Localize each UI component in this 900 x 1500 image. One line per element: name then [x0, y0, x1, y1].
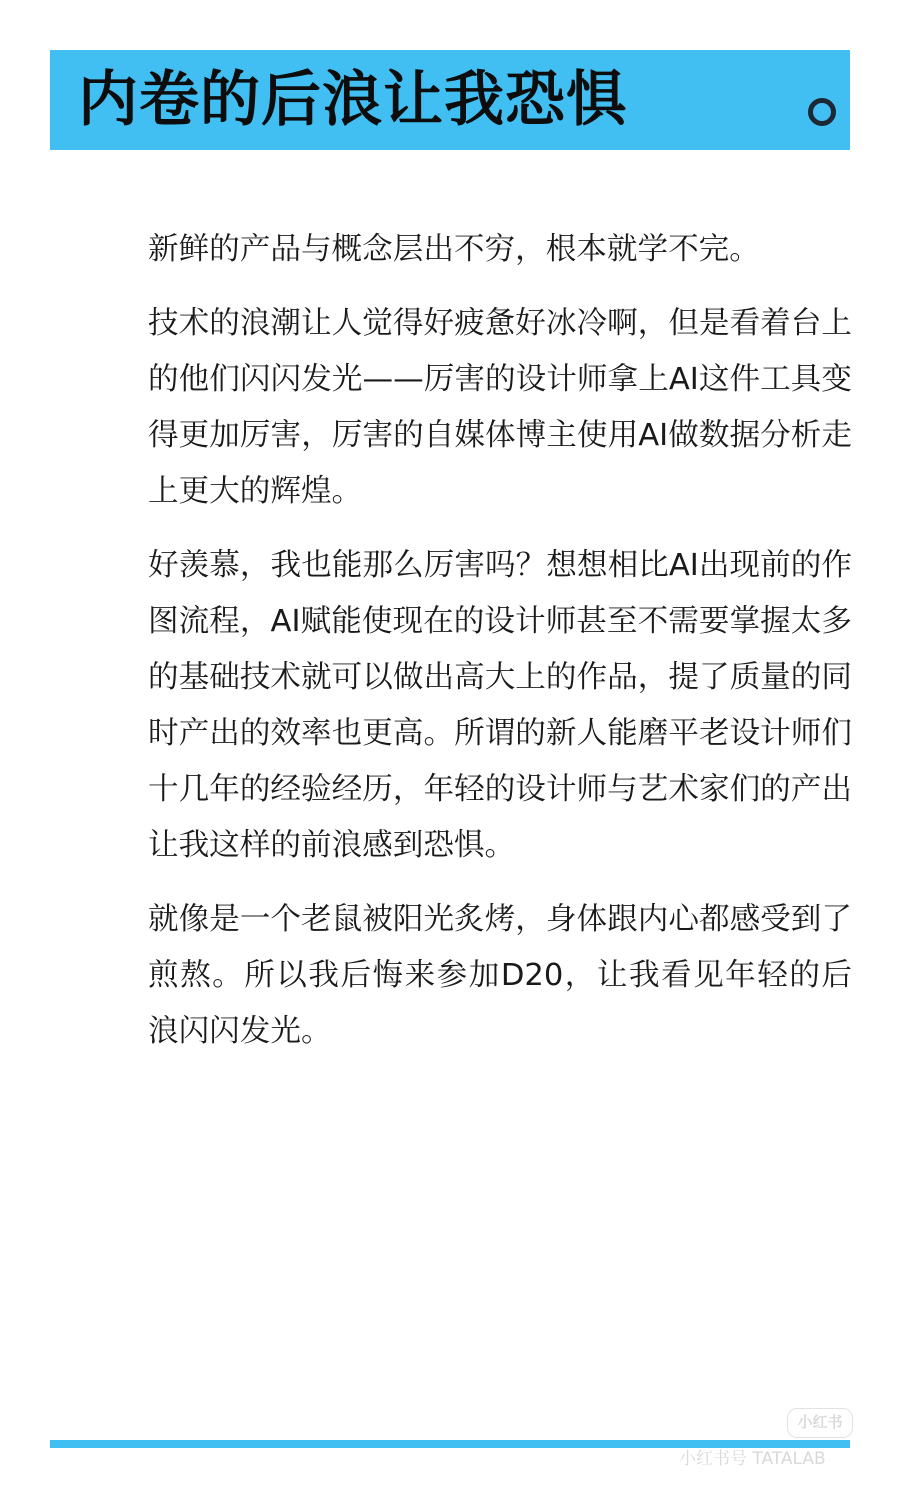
title-banner [50, 50, 850, 150]
paragraph-1: 新鲜的产品与概念层出不穷，根本就学不完。 [148, 232, 760, 267]
paragraph-4: 就像是一个老鼠被阳光炙烤，身体跟内心都感受到了煎熬。所以我后悔来参加D20，让我看见年轻的后浪闪闪发光。 [148, 902, 852, 1049]
article-body [148, 222, 852, 1078]
paragraph-3: 好羡慕，我也能那么厉害吗？想想相比AI出现前的作图流程，AI赋能使现在的设计师甚至不需要掌握太多的基础技术就可以做出高大上的作品，提了质量的同时产出的效率也更高。所谓的新人能磨平老设计师们十几年的经验经历，年轻的设计师与艺术家们的产出让我这样的前浪感到恐惧。 [148, 548, 852, 863]
paragraph-2: 技术的浪潮让人觉得好疲惫好冰冷啊，但是看着台上的他们闪闪发光——厉害的设计师拿上AI这件工具变得更加厉害，厉害的自媒体博主使用AI做数据分析走上更大的辉煌。 [148, 306, 852, 509]
bottom-divider [50, 1440, 850, 1448]
watermark-id: 小红书号 TATALAB [679, 1449, 826, 1469]
page-title: 内卷的后浪让我恐惧 [78, 65, 627, 135]
watermark-logo: 小红书 [787, 1408, 853, 1438]
circle-icon [808, 98, 836, 126]
